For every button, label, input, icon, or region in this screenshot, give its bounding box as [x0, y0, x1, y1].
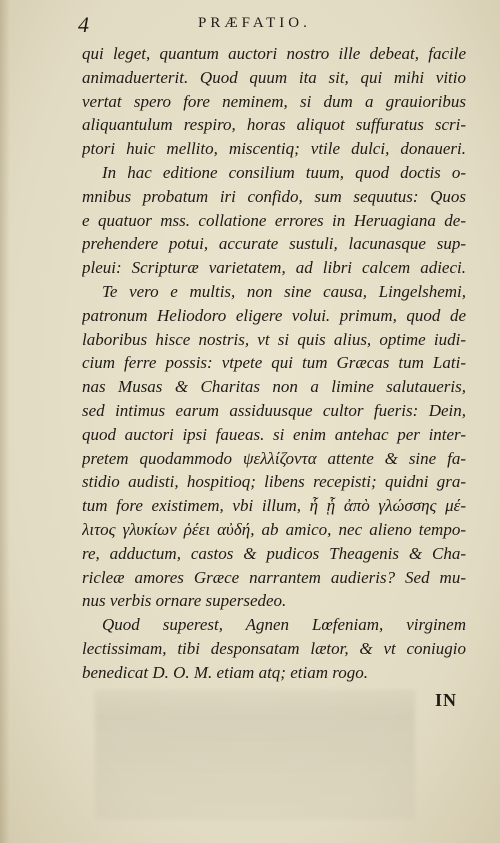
running-head: PRÆFATIO.: [198, 15, 311, 31]
catchword: IN: [435, 690, 458, 710]
text-line: nus verbis ornare supersedeo.: [82, 591, 287, 611]
show-through-ink: [95, 690, 415, 820]
page-header: [78, 12, 466, 38]
text-line: tum fore existimem, vbi illum, ἧ ᾗ ἀπὸ γλώσσης μέ-: [82, 496, 466, 516]
text-line: animaduerterit. Quod quum ita sit, qui mihi vitio: [82, 67, 466, 87]
binding-shadow: [0, 0, 10, 843]
text-line: ptori huic mellito, miscentiq; vtile dulci, donaueri.: [82, 139, 466, 159]
text-line: pretem quodammodo ψελλίζοντα attente & sine fa-: [82, 448, 466, 468]
text-line: re, adductum, castos & pudicos Theagenis & Cha-: [82, 543, 466, 563]
text-line: e quatuor mss. collatione errores in Heruagiana de-: [82, 210, 466, 230]
text-line: prehendere potui, accurate sustuli, lacunasque sup-: [82, 234, 466, 254]
text-line: Quod superest, Agnen Lœfeniam, virginem: [102, 615, 466, 635]
text-line: In hac editione consilium tuum, quod doctis o-: [102, 162, 466, 182]
text-line: ricleæ amores Græce narrantem audieris? Sed mu-: [82, 567, 466, 587]
text-line: λιτος γλυκίων ῥέει αὐδή, ab amico, nec alieno tempo-: [82, 519, 466, 539]
text-line: qui leget, quantum auctori nostro ille debeat, facile: [82, 44, 466, 63]
text-line: cium ferre possis: vtpete qui tum Græcas tum Lati-: [82, 353, 466, 373]
text-line: laboribus hisce nostris, vt si quis alius, optime iudi-: [82, 329, 466, 349]
text-line: sed intimus earum assiduusque cultor fueris: Dein,: [82, 400, 466, 420]
text-line: Te vero e multis, non sine causa, Lingelshemi,: [102, 281, 466, 301]
text-line: aliquantulum respiro, horas aliquot suffuratus scri-: [82, 115, 466, 135]
text-line: quod auctori ipsi faueas. si enim antehac per inter-: [82, 424, 466, 444]
text-line: vertat spero fore neminem, si dum a grauioribus: [82, 91, 466, 111]
text-line: pleui: Scripturæ varietatem, ad libri calcem adieci.: [82, 258, 466, 278]
text-line: benedicat D. O. M. etiam atq; etiam rogo.: [82, 662, 368, 682]
text-line: nas Musas & Charitas non a limine salutaueris,: [82, 377, 466, 397]
text-line: lectissimam, tibi desponsatam lætor, & vt coniugio: [82, 638, 466, 658]
text-line: mnibus probatum iri confido, sum sequutus: Quos: [82, 186, 466, 206]
text-line: patronum Heliodoro eligere volui. primum, quod de: [82, 305, 466, 325]
text-line: stidio audisti, hospitioq; libens recepisti; quidni gra-: [82, 472, 466, 492]
body-text: [82, 42, 466, 685]
page-number: 4: [78, 12, 89, 37]
